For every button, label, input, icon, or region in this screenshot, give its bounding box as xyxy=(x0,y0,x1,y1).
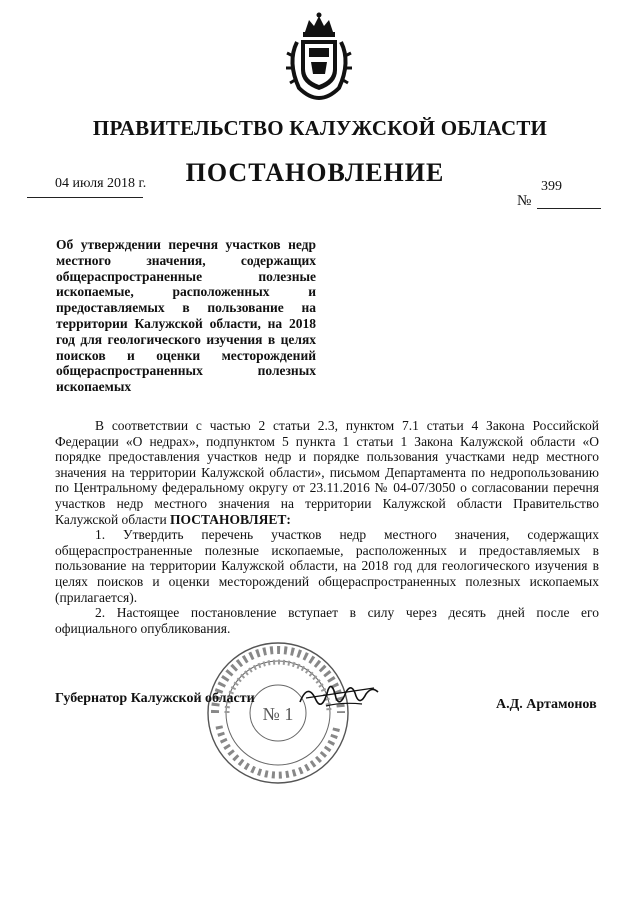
handwritten-signature xyxy=(296,672,382,716)
preamble-paragraph xyxy=(55,418,599,527)
item-2-paragraph: 2. Настоящее постановление вступает в силу через десять дней после его официального опубликования. xyxy=(55,605,599,636)
resolves-keyword: ПОСТАНОВЛЯЕТ: xyxy=(170,511,291,527)
seal-number: № 1 xyxy=(262,704,294,724)
signatory-name: А.Д. Артамонов xyxy=(496,697,597,712)
number-sign: № xyxy=(517,193,532,209)
document-date: 04 июля 2018 г. xyxy=(55,176,147,191)
item-1-paragraph: 1. Утвердить перечень участков недр местного значения, содержащих общераспространенные полезные ископаемые, расположенных и предоставляемых в пользование на территории Калужской области, на 2018 год для геологического изучения в целях поисков и оценки месторождений общераспространенных полезных ископаемых (прилагается). xyxy=(55,527,599,605)
document-body xyxy=(55,418,599,636)
coat-of-arms-icon xyxy=(283,12,355,102)
document-type-title: ПОСТАНОВЛЕНИЕ xyxy=(185,158,445,187)
number-underline xyxy=(537,208,601,209)
preamble-text: В соответствии с частью 2 статьи 2.3, пунктом 7.1 статьи 4 Закона Российской Федерации «О недрах», подпунктом 5 пункта 1 статьи 1 Закона Калужской области «О порядке предоставления участков недр и порядке пользования участками недр местного значения на территории Калужской области», письмом Департамента по недропользованию по Центральному федеральному округу от 23.11.2016 № 04-07/3050 о согласовании перечня участков недр местного значения на территории Калужской области Правительство Калужской области xyxy=(55,418,599,527)
signatory-title: Губернатор Калужской области xyxy=(55,691,255,706)
government-title: ПРАВИТЕЛЬСТВО КАЛУЖСКОЙ ОБЛАСТИ xyxy=(92,116,548,140)
document-subject: Об утверждении перечня участков недр местного значения, содержащих общераспространенные полезные ископаемые, расположенных и предоставляемых в пользование на территории Калужской области, на 2018 год для геологического изучения в целях поисков и оценки месторождений общераспространенных полезных ископаемых xyxy=(56,237,316,395)
date-underline xyxy=(27,197,143,198)
document-number: 399 xyxy=(541,179,562,194)
